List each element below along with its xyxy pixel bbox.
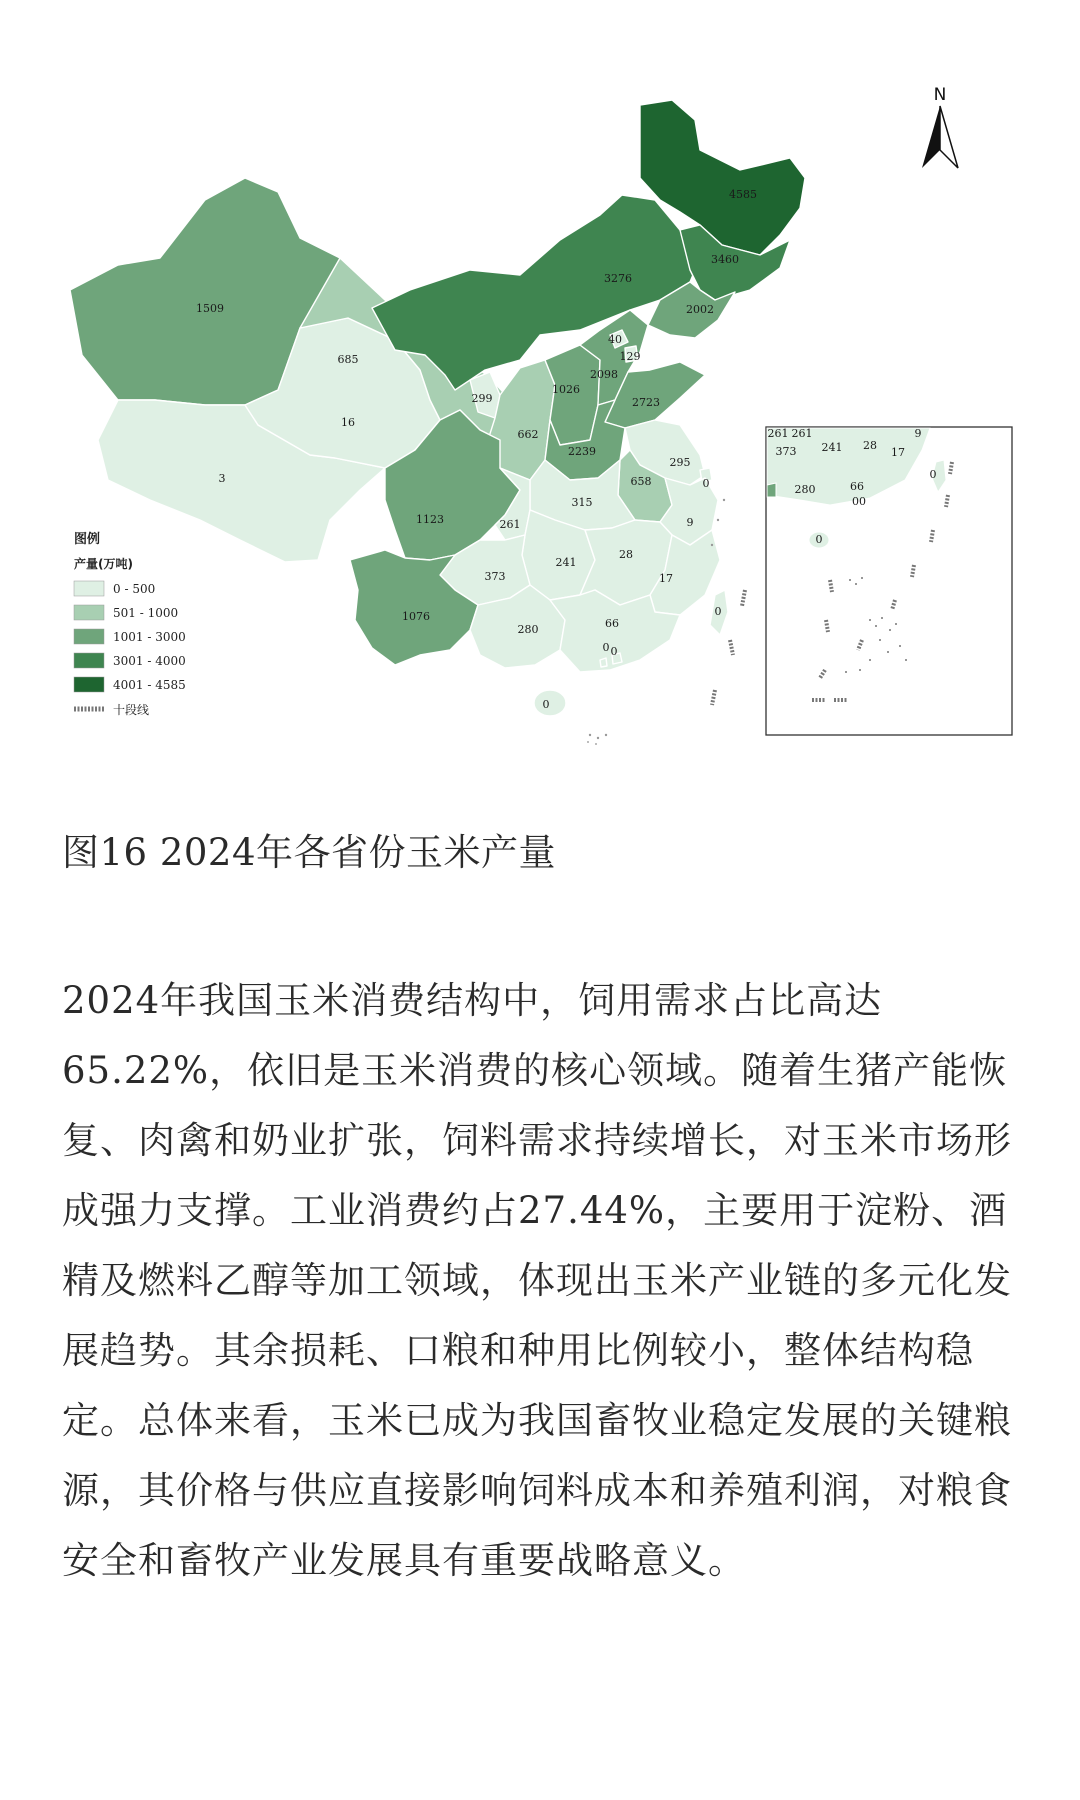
region-value-label-shandong: 2723 [632,396,660,409]
region-value-label-guizhou: 373 [484,570,506,583]
inset-value-label: 261 [791,427,813,440]
legend-label-2: 501 - 1000 [113,606,179,620]
legend-swatch-4 [74,653,104,668]
border-dots [587,741,597,745]
south-china-sea-inset [766,427,1012,735]
legend-subtitle: 产量(万吨) [74,557,133,571]
region-value-label-macau: 0 [602,641,610,654]
legend-label-4: 3001 - 4000 [113,654,186,668]
inset-value-label: 9 [914,427,922,440]
region-value-label-liaoning: 2002 [686,303,714,316]
inset-value-label: 280 [794,483,816,496]
inset-value-label: 66 [850,480,864,493]
province-layer [70,100,805,716]
region-value-label-hunan: 241 [555,556,577,569]
legend-swatch-2 [74,605,104,620]
inset-value-label: 0 [929,468,937,481]
region-value-label-chongqing: 261 [499,518,521,531]
region-value-label-shanghai: 0 [702,477,710,490]
region-value-label-jiangxi: 28 [619,548,633,561]
region-value-label-tianjin: 129 [619,350,641,363]
province-macau [600,658,607,667]
region-value-label-inner-mongolia: 3276 [604,272,632,285]
region-value-label-hainan: 0 [542,698,550,711]
map-legend [74,531,186,717]
legend-line-label: 十段线 [113,703,150,717]
region-value-label-guangdong: 66 [605,617,619,630]
region-value-label-yunnan: 1076 [402,610,430,623]
corn-output-map [0,0,1080,780]
region-value-label-shaanxi: 662 [517,428,539,441]
inset-value-label: 28 [863,439,877,452]
figure-caption: 图16 2024年各省份玉米产量 [62,831,557,874]
region-value-label-sichuan: 1123 [416,513,444,526]
region-value-label-xinjiang: 1509 [196,302,224,315]
region-value-label-beijing: 40 [608,333,622,346]
body-paragraph: 2024年我国玉米消费结构中，饲用需求占比高达65.22%，依旧是玉米消费的核心领域。随着生猪产能恢复、肉禽和奶业扩张，饲料需求持续增长，对玉米市场形成强力支撑。工业消费约占27.44%，主要用于淀粉、酒精及燃料乙醇等加工领域，体现出玉米产业链的多元化发展趋势。其余损耗、口粮和种用比例较小，整体结构稳定。总体来看，玉米已成为我国畜牧业稳定发展的关键粮源，其价格与供应直接影响饲料成本和养殖利润，对粮食安全和畜牧产业发展具有重要战略意义。 [62,979,1012,1582]
north-label: N [933,85,947,105]
region-value-label-qinghai: 16 [341,416,355,429]
region-value-label-hong-kong: 0 [610,645,618,658]
map-svg [0,0,1080,780]
region-value-label-taiwan: 0 [714,605,722,618]
region-value-label-zhejiang: 9 [686,516,694,529]
legend-label-1: 0 - 500 [113,582,156,596]
inset-value-label: 241 [821,441,843,454]
inset-value-label: 261 [767,427,789,440]
region-value-label-guangxi: 280 [517,623,539,636]
north-arrow-icon [922,85,958,168]
inset-value-label: 17 [891,446,905,459]
province-hainan [534,690,566,716]
region-value-label-henan: 2239 [568,445,596,458]
legend-bins [74,581,186,692]
region-value-label-ningxia: 299 [471,392,493,405]
inset-value-label: 373 [775,445,797,458]
legend-title: 图例 [74,532,101,547]
region-value-label-fujian: 17 [659,572,673,585]
legend-swatch-5 [74,677,104,692]
inset-value-label: 00 [852,495,866,508]
region-value-label-shanxi: 1026 [552,383,580,396]
legend-swatch-3 [74,629,104,644]
region-value-label-jilin: 3460 [711,253,739,266]
legend-swatch-1 [74,581,104,596]
region-value-label-anhui: 658 [630,475,652,488]
region-value-label-hubei: 315 [571,496,593,509]
legend-label-5: 4001 - 4585 [113,678,186,692]
region-value-label-gansu: 685 [337,353,359,366]
region-value-label-hebei: 2098 [590,368,618,381]
legend-label-3: 1001 - 3000 [113,630,186,644]
region-value-label-heilongjiang: 4585 [729,188,757,201]
inset-value-label: 0 [815,533,823,546]
region-value-label-tibet: 3 [218,472,226,485]
region-value-label-jiangsu: 295 [669,456,691,469]
